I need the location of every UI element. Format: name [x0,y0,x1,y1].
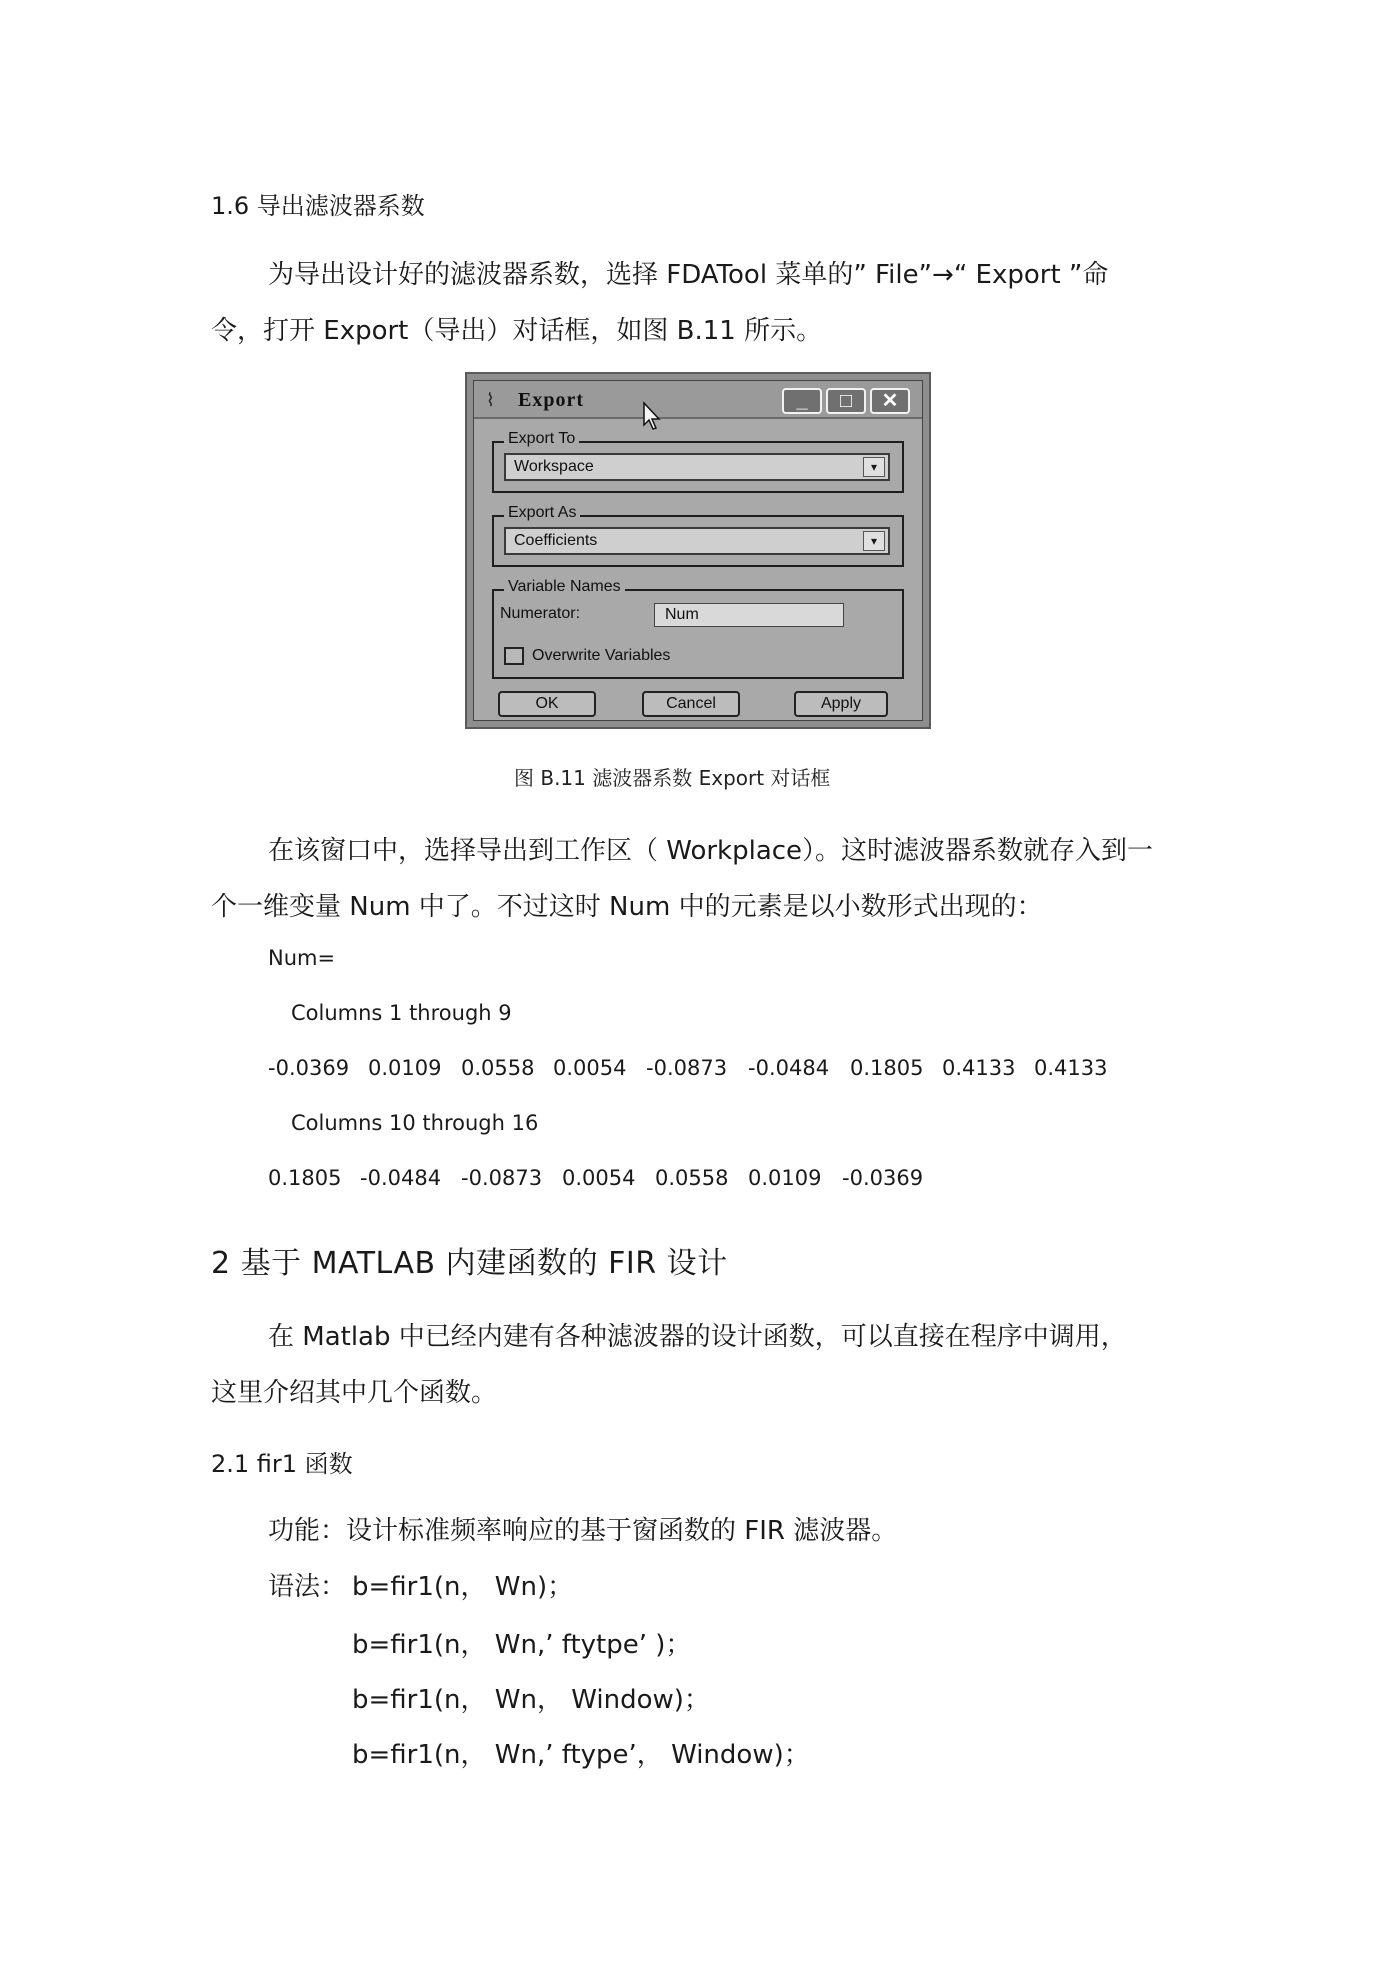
syntax-line: b=fir1(n， Wn,’ ftytpe’ )； [352,1630,692,1660]
function-description: 功能：设计标准频率响应的基于窗函数的 FIR 滤波器。 [268,1516,898,1546]
output-value: 0.1805 [850,1056,924,1080]
output-value: 0.0109 [368,1056,442,1080]
export-to-group [492,430,904,493]
maximize-icon: □ [839,390,853,412]
output-value: 0.4133 [942,1056,1016,1080]
output-var-line: Num= [268,946,336,970]
variable-names-label: Variable Names [504,578,625,596]
output-value: 0.1805 [268,1166,342,1190]
syntax-line: b=fir1(n， Wn， Window)； [352,1685,710,1715]
output-value: 0.0109 [748,1166,822,1190]
output-columns-header: Columns 1 through 9 [291,1001,512,1025]
syntax-line: b=fir1(n， Wn)； [352,1572,574,1602]
output-value: -0.0369 [842,1166,924,1190]
numerator-value: Num [665,606,699,623]
paragraph-line: 令，打开 Export（导出）对话框，如图 B.11 所示。 [211,316,823,346]
output-value: -0.0369 [268,1056,350,1080]
overwrite-checkbox[interactable] [504,647,524,665]
minimize-icon: _ [796,390,808,412]
overwrite-label: Overwrite Variables [532,647,671,664]
ok-button[interactable]: OK [498,691,596,717]
section-heading-2: 2 基于 MATLAB 内建函数的 FIR 设计 [211,1246,728,1281]
cancel-button[interactable]: Cancel [642,691,740,717]
section-heading-2-1: 2.1 fir1 函数 [211,1450,353,1478]
matlab-icon: ⌇ [486,390,495,410]
export-as-group [492,504,904,567]
output-columns-header: Columns 10 through 16 [291,1111,539,1135]
maximize-button[interactable] [826,388,866,414]
output-value: 0.0054 [553,1056,627,1080]
chevron-down-icon[interactable]: ▾ [863,531,885,551]
numerator-label: Numerator: [500,605,581,622]
syntax-label: 语法： [268,1572,347,1602]
export-to-label: Export To [504,430,579,448]
output-value: -0.0873 [646,1056,728,1080]
output-value: -0.0484 [748,1056,830,1080]
output-value: -0.0873 [461,1166,543,1190]
numerator-input[interactable] [654,603,844,627]
paragraph-line: 在该窗口中，选择导出到工作区（ Workplace）。这时滤波器系数就存入到一 [268,836,1154,866]
mouse-cursor-icon [642,401,662,431]
export-as-dropdown[interactable] [504,527,890,555]
output-value: -0.0484 [360,1166,442,1190]
dialog-titlebar [474,381,922,419]
section-heading-1-6: 1.6 导出滤波器系数 [211,192,425,220]
output-value: 0.0558 [655,1166,729,1190]
output-value: 0.0054 [562,1166,636,1190]
export-dialog-screenshot [465,372,931,729]
export-to-value: Workspace [514,458,594,475]
output-value: 0.0558 [461,1056,535,1080]
dialog-title: Export [518,389,584,411]
close-icon: ✕ [881,390,899,412]
output-value: 0.4133 [1034,1056,1108,1080]
variable-names-group [492,578,904,679]
paragraph-line: 为导出设计好的滤波器系数，选择 FDATool 菜单的” File”→“ Export ”命 [268,260,1109,290]
paragraph-line: 这里介绍其中几个函数。 [211,1378,498,1408]
paragraph-line: 在 Matlab 中已经内建有各种滤波器的设计函数，可以直接在程序中调用， [268,1322,1127,1352]
figure-caption: 图 B.11 滤波器系数 Export 对话框 [514,766,831,790]
chevron-down-icon[interactable]: ▾ [863,457,885,477]
apply-button[interactable]: Apply [794,691,888,717]
paragraph-line: 个一维变量 Num 中了。不过这时 Num 中的元素是以小数形式出现的： [211,892,1043,922]
export-as-label: Export As [504,504,580,522]
export-as-value: Coefficients [514,532,598,549]
syntax-line: b=fir1(n， Wn,’ ftype’， Window)； [352,1740,810,1770]
minimize-button[interactable] [782,388,822,414]
dialog-body [473,380,923,721]
close-button[interactable] [870,388,910,414]
export-to-dropdown[interactable] [504,453,890,481]
